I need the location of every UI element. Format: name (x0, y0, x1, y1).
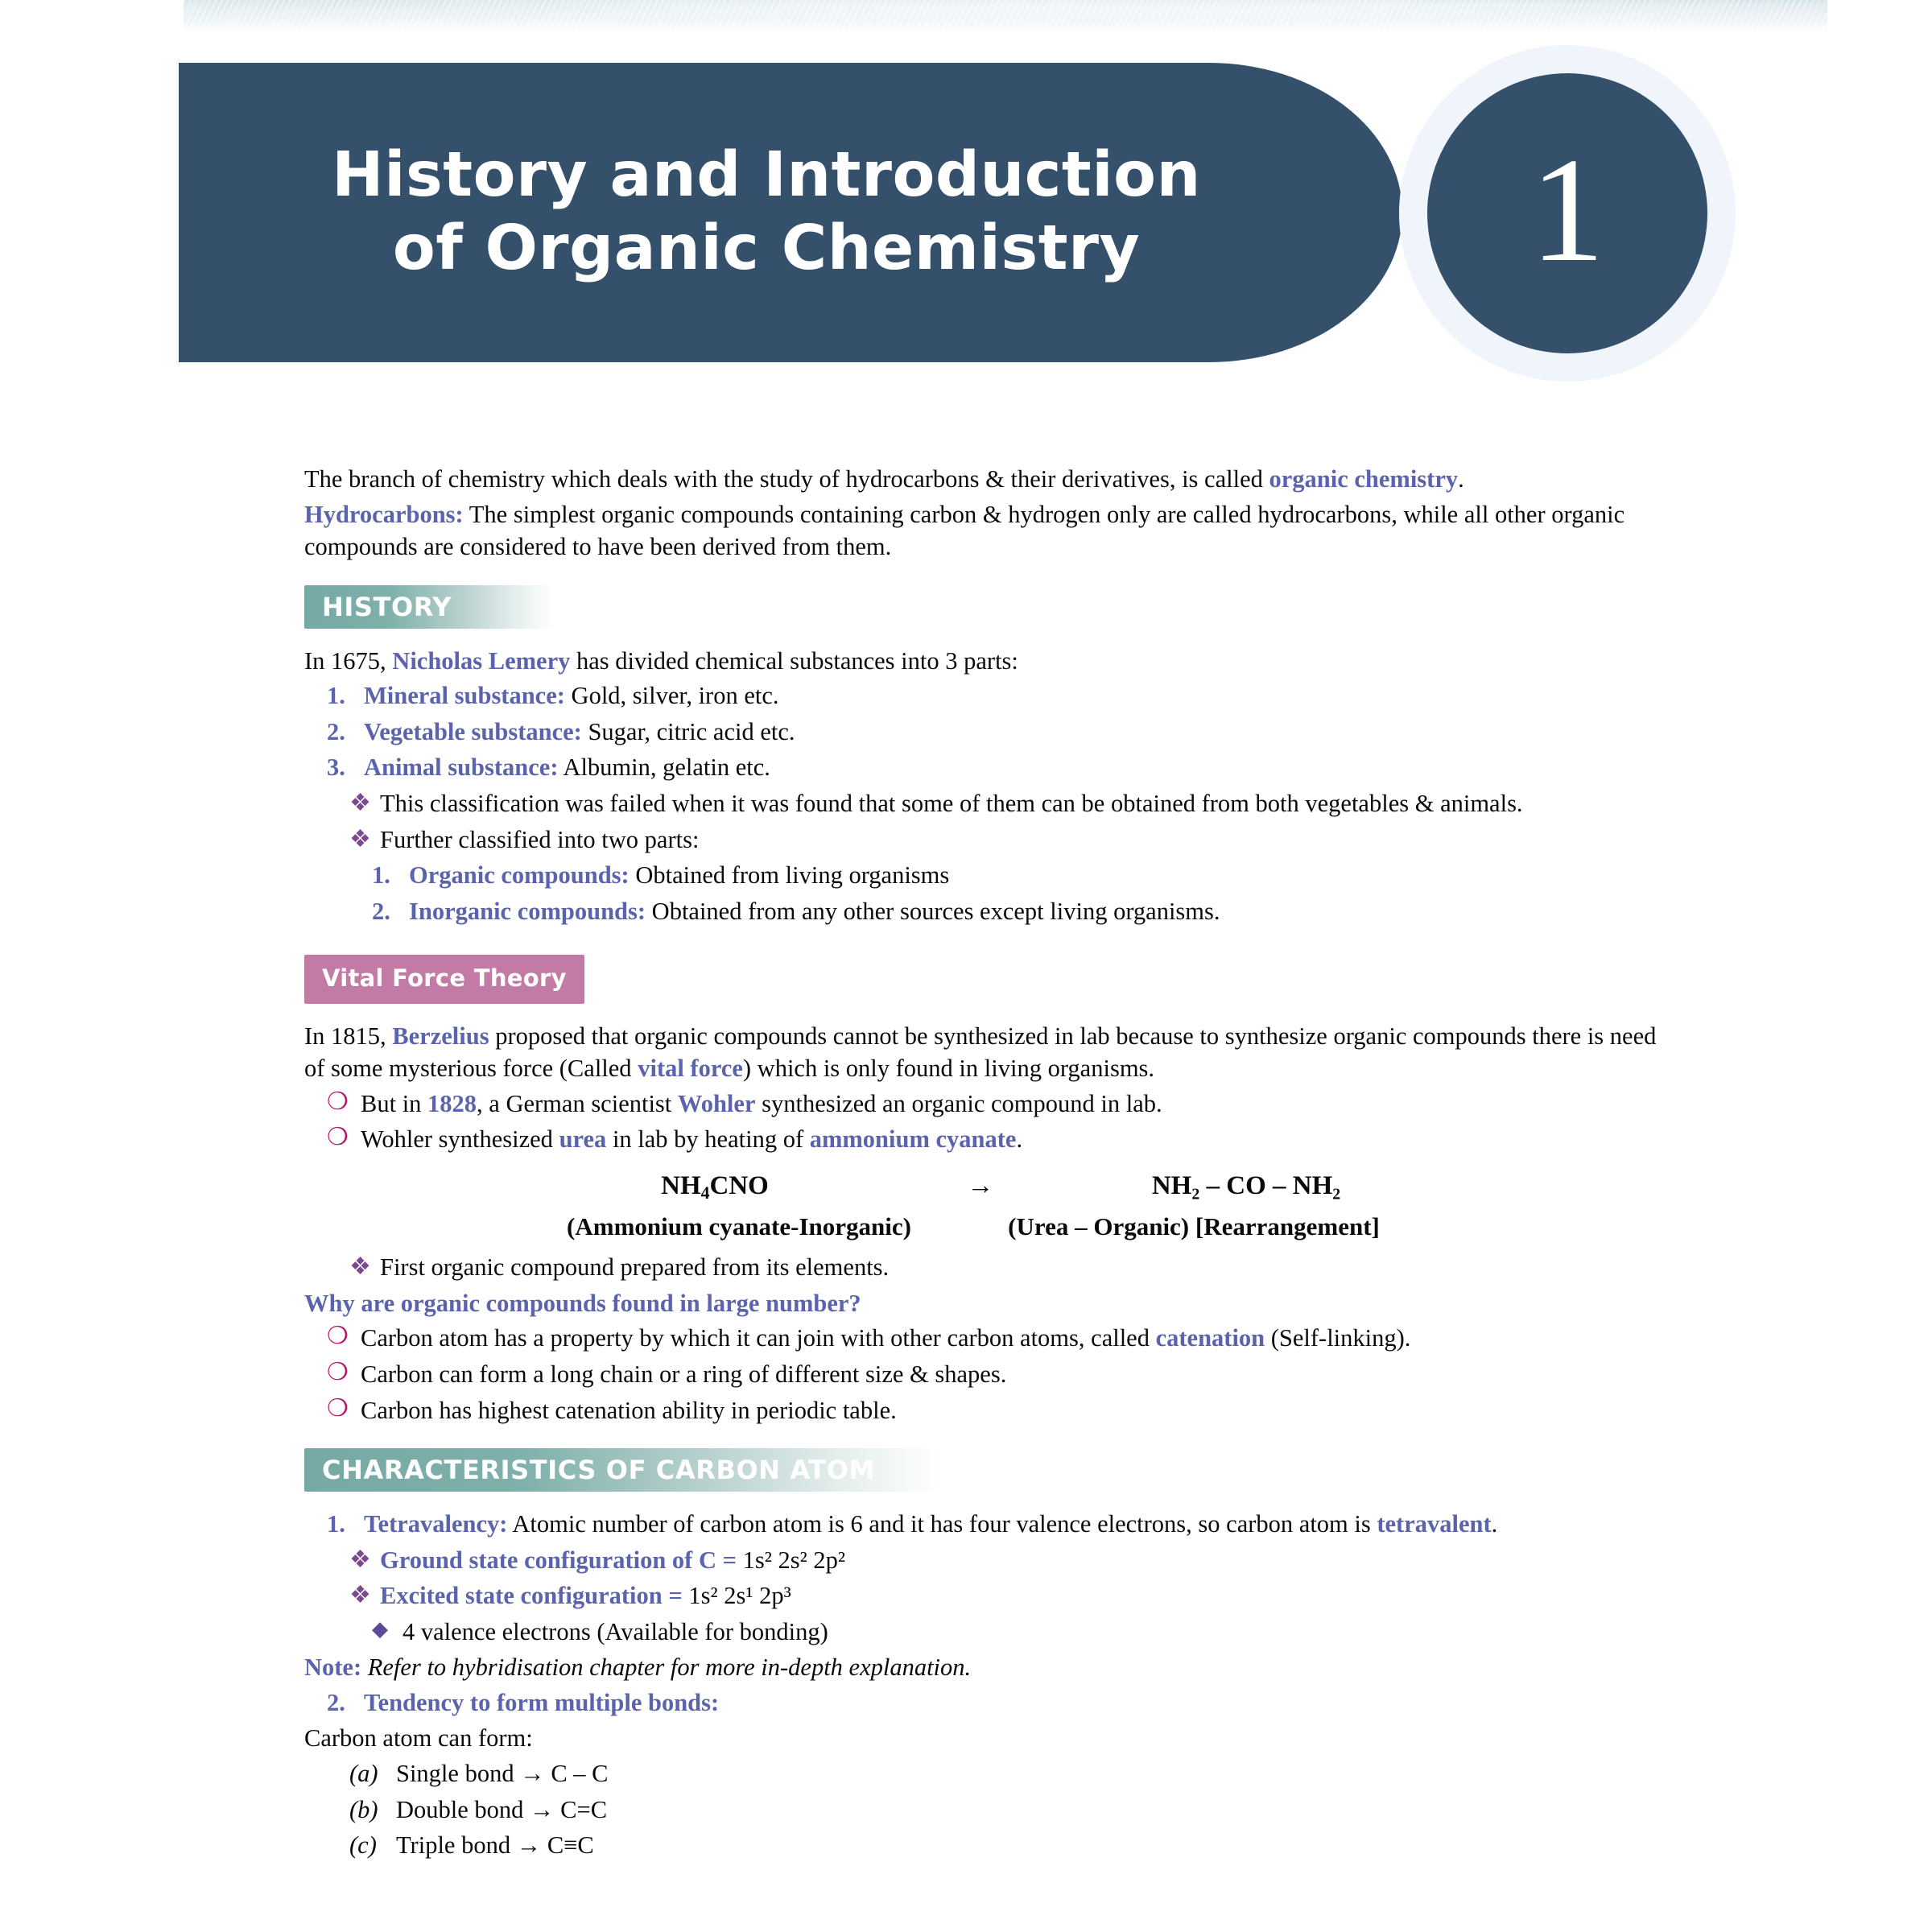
list-item-text: Single bond → C – C (396, 1760, 609, 1788)
tetravalency-text-a: Atomic number of carbon atom is 6 and it has four valence electrons, so carbon atom is (507, 1510, 1377, 1538)
list-item-text: First organic compound prepared from its elements. (380, 1253, 890, 1282)
list-item-body (361, 1322, 1657, 1355)
history-intro-a: In 1675, (304, 646, 393, 675)
equation-product-caption: (Urea – Organic) [Rearrangement] (1008, 1212, 1380, 1241)
list-item (349, 1757, 1657, 1790)
chapter-number: 1 (1530, 127, 1605, 293)
list-item-body (361, 1088, 1657, 1121)
list-item-body (364, 751, 1657, 784)
bullet-highlight-2: ammonium cyanate (809, 1125, 1017, 1154)
watercolor-header-strip (184, 0, 1827, 34)
list-item-text: Sugar, citric acid etc. (581, 717, 795, 745)
list-item-body (364, 716, 1657, 749)
list-item-label: Mineral substance: (364, 682, 565, 710)
list-item (327, 1322, 1657, 1355)
list-item (327, 1358, 1657, 1391)
list-item-text: Double bond → C=C (396, 1795, 608, 1823)
tetravalency-text-b: . (1491, 1510, 1498, 1538)
list-item (327, 1394, 1657, 1427)
list-item-text: Obtained from living organisms (629, 861, 950, 890)
history-intro (304, 645, 1657, 678)
list-item-text: Further classified into two parts: (380, 825, 700, 853)
section-header-characteristics-label: CHARACTERISTICS OF CARBON ATOM (322, 1455, 875, 1486)
section-header-history-label: HISTORY (322, 591, 452, 622)
vital-force-highlight: vital force (638, 1055, 743, 1083)
section-header-vital-force (304, 955, 584, 1004)
list-item-label: Organic compounds: (409, 861, 630, 890)
bullet-highlight-1: catenation (1155, 1324, 1265, 1352)
bullet-seg-2: , a German scientist (477, 1089, 678, 1117)
note-text: Refer to hybridisation chapter for more in-depth explanation. (361, 1653, 972, 1682)
equation-caption-row (304, 1210, 1657, 1243)
section-header-characteristics (304, 1448, 1657, 1492)
chemical-equation (304, 1169, 1657, 1243)
chapter-title-line-2: of Organic Chemistry (392, 213, 1141, 284)
vital-force-intro-name: Berzelius (392, 1022, 489, 1050)
list-item-body (364, 1508, 1657, 1541)
list-item-body (364, 679, 1657, 712)
tetravalency-highlight: tetravalent (1377, 1510, 1492, 1538)
list-item (372, 859, 1657, 892)
list-marker: 1. (372, 861, 390, 890)
list-item (372, 1616, 1657, 1649)
circle-bullet-icon: ❍ (327, 1393, 349, 1422)
multiple-bonds-lead: Carbon atom can form: (304, 1724, 533, 1752)
note-label: Note: (304, 1653, 362, 1682)
list-item (327, 751, 1657, 784)
list-item (349, 1251, 1657, 1284)
list-marker: 2. (327, 717, 345, 745)
list-item (372, 895, 1657, 928)
circle-bullet-icon: ❍ (327, 1123, 349, 1152)
vital-force-intro-c: ) which is only found in living organisms. (742, 1055, 1155, 1083)
diamond-bullet-icon: ❖ (349, 789, 371, 816)
list-item (327, 716, 1657, 749)
list-item-text: Triple bond → C≡C (396, 1831, 594, 1860)
list-item-text: Carbon can form a long chain or a ring of different size & shapes. (361, 1360, 1007, 1388)
history-intro-b: has divided chemical substances into 3 parts: (570, 646, 1018, 675)
list-marker: 1. (327, 682, 345, 710)
list-item-text: Gold, silver, iron etc. (564, 682, 779, 710)
list-item-body (380, 1579, 1657, 1612)
section-header-vital-force-label: Vital Force Theory (322, 964, 567, 993)
list-item-body (409, 859, 1657, 892)
list-item-text: 4 valence electrons (Available for bonding) (402, 1617, 828, 1645)
list-item (349, 1544, 1657, 1577)
list-marker: 3. (327, 753, 345, 782)
list-item (349, 824, 1657, 857)
diamond-bullet-icon: ❖ (349, 825, 371, 852)
page-title (179, 63, 1306, 362)
history-intro-name: Nicholas Lemery (392, 646, 571, 675)
chapter-header (0, 63, 1932, 369)
list-item-text: This classification was failed when it was found that some of them can be obtained from both vegetables & animals. (380, 789, 1523, 817)
list-item (349, 1579, 1657, 1612)
tetravalency-label: Tetravalency: (364, 1510, 508, 1538)
circle-bullet-icon: ❍ (327, 1322, 349, 1351)
list-item-text: Albumin, gelatin etc. (558, 753, 770, 782)
bullet-seg-3: . (1016, 1125, 1023, 1154)
list-item-body (380, 1544, 1657, 1577)
list-marker: (c) (349, 1831, 377, 1860)
bullet-seg-3: synthesized an organic compound in lab. (755, 1089, 1162, 1117)
intro-paragraph-2 (304, 498, 1657, 564)
reactant-pre: NH (661, 1171, 701, 1200)
list-item-label: Vegetable substance: (364, 717, 582, 745)
bullet-highlight-1: urea (559, 1125, 607, 1154)
chapter-title-line-1: History and Introduction (332, 139, 1201, 212)
vital-force-intro-b: proposed that organic compounds cannot be synthesized in lab because to synthesize organic compounds there is need of some mysterious force (Called (304, 1022, 1657, 1083)
list-marker: 2. (372, 897, 390, 925)
bullet-highlight-1: 1828 (427, 1089, 477, 1117)
vital-force-intro-a: In 1815, (304, 1022, 393, 1050)
section-header-history (304, 585, 1657, 629)
bullet-seg-1: Carbon atom has a property by which it can join with other carbon atoms, called (361, 1324, 1156, 1352)
intro-paragraph-1 (304, 463, 1657, 496)
list-item-label: Animal substance: (364, 753, 559, 782)
list-item-text: Carbon has highest catenation ability in periodic table. (361, 1396, 897, 1424)
excited-state-value: 1s² 2s¹ 2p³ (688, 1582, 791, 1610)
ground-state-label: Ground state configuration of C = (380, 1546, 743, 1574)
question-heading: Why are organic compounds found in large number? (304, 1289, 861, 1317)
list-marker: (b) (349, 1795, 378, 1823)
equation-formula-row (304, 1169, 1657, 1205)
reaction-arrow-icon: → (967, 1171, 994, 1200)
list-item (327, 1686, 1657, 1719)
list-item (349, 1829, 1657, 1862)
hydrocarbons-text: The simplest organic compounds containing carbon & hydrogen only are called hydrocarbons, while all other organic compounds are considered to have been derived from them. (304, 500, 1625, 561)
equation-reactant (526, 1169, 904, 1205)
intro-p1-text-b: . (1458, 465, 1464, 493)
bullet-seg-1: Wohler synthesized (361, 1125, 559, 1154)
hydrocarbons-label: Hydrocarbons: (304, 500, 464, 528)
list-marker: 1. (327, 1510, 345, 1538)
list-item (327, 679, 1657, 712)
list-item (349, 1794, 1657, 1827)
list-item (349, 787, 1657, 820)
list-item-text: Obtained from any other sources except living organisms. (646, 897, 1220, 925)
reactant-post: CNO (709, 1171, 769, 1200)
chapter-badge (1427, 73, 1707, 353)
intro-p1-highlight: organic chemistry (1269, 465, 1459, 493)
intro-p1-text-a: The branch of chemistry which deals with the study of hydrocarbons & their derivatives, is called (304, 465, 1269, 493)
note-line (304, 1651, 1657, 1684)
list-item-body (409, 895, 1657, 928)
vital-force-intro (304, 1020, 1657, 1085)
excited-state-label: Excited state configuration = (380, 1582, 689, 1610)
diamond-bullet-icon: ❖ (349, 1253, 371, 1281)
bullet-seg-1: But in (361, 1089, 428, 1117)
list-marker: (a) (349, 1760, 378, 1788)
list-item (327, 1123, 1657, 1156)
list-item (327, 1508, 1657, 1541)
list-marker: 2. (327, 1688, 345, 1716)
reactant-subscript: 4 (700, 1183, 710, 1203)
diamond-bullet-icon: ❖ (349, 1546, 371, 1573)
multiple-bonds-label: Tendency to form multiple bonds: (364, 1688, 720, 1716)
equation-product: NH₂ – CO – NH₂ (1151, 1171, 1341, 1200)
ground-state-value: 1s² 2s² 2p² (742, 1546, 846, 1574)
bullet-seg-2: (Self-linking). (1265, 1324, 1411, 1352)
list-item-label: Inorganic compounds: (409, 897, 646, 925)
circle-bullet-icon: ❍ (327, 1357, 349, 1386)
list-item (327, 1088, 1657, 1121)
diamond-bullet-icon: ❖ (349, 1582, 371, 1609)
small-diamond-bullet-icon: ◆ (372, 1616, 388, 1641)
list-item-body (361, 1123, 1657, 1156)
document-body (304, 463, 1657, 1865)
bullet-highlight-2: Wohler (677, 1089, 756, 1117)
equation-reactant-caption: (Ammonium cyanate-Inorganic) (567, 1212, 911, 1241)
bullet-seg-2: in lab by heating of (606, 1125, 810, 1154)
circle-bullet-icon: ❍ (327, 1087, 349, 1116)
